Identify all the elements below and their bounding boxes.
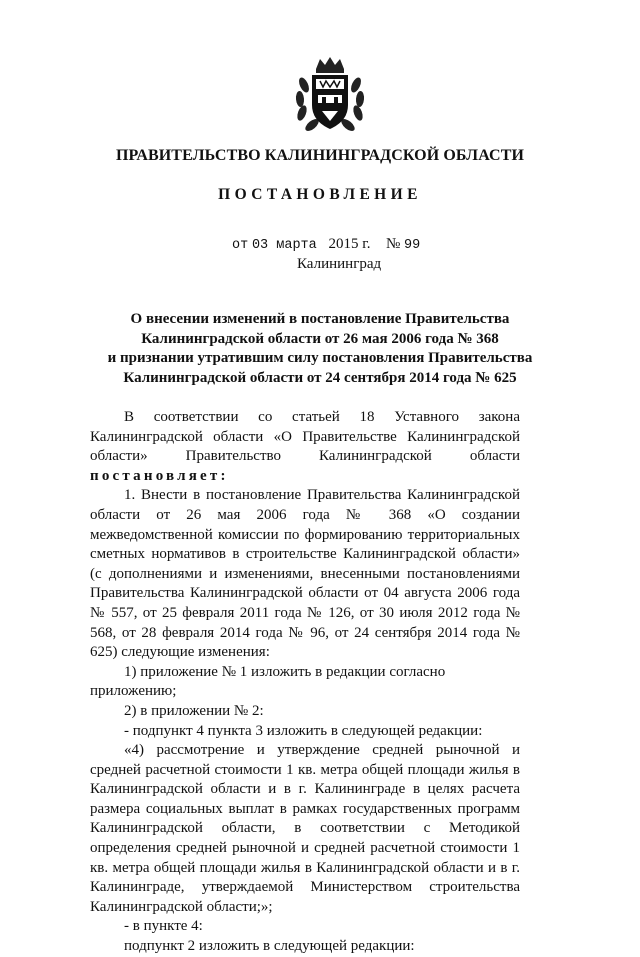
subject-line: О внесении изменений в постановление Правительства — [130, 311, 510, 327]
dash-item-1: - подпункт 4 пункта 3 изложить в следующей редакции: — [124, 722, 483, 739]
document-date-line — [232, 236, 420, 253]
intro-text: В соответствии со статьей 18 Уставного закона Калининградской области «О Правительстве Калининградской области» Правительство Калининградской области — [90, 409, 520, 465]
document-number: 99 — [404, 238, 421, 253]
date-year: 2015 г. — [328, 236, 371, 252]
intro-paragraph — [90, 408, 520, 486]
subject-line: Калининградской области от 26 мая 2006 года № 368 — [141, 330, 499, 347]
item-1-paragraph: 1. Внести в постановление Правительства Калининградской области от 26 мая 2006 года № 368 «О создании межведомственной комиссии по формированию территориальных сметных нормативов в строительстве Калининградской области» (с дополнениями и изменениями, внесенными постановлениями Правительства Калининградской области от 04 августа 2006 года № 557, от 25 февраля 2011 года № 126, от 30 июля 2012 года № 568, от 28 февраля 2014 года № 96, от 24 сентября 2014 года № 625) следующие изменения: — [90, 487, 520, 661]
quoted-paragraph: «4) рассмотрение и утверждение средней рыночной и средней расчетной стоимости 1 кв. метра общей площади жилья в Калининградской области и в г. Калининграде в целях расчета размера социальных выплат в рамках государственных программ Калининградской области, в соответствии с Методикой определения средней рыночной и средней расчетной стоимости 1 кв. метра общей площади жилья в Калининградской области и в г. Калининграде, утверждаемой Министерством строительства Калининградской области;»; — [90, 742, 520, 915]
subitem-1: 1) приложение № 1 изложить в редакции согласно приложению; — [90, 663, 446, 700]
date-prefix: от — [232, 238, 249, 253]
document-subject — [0, 310, 640, 388]
date-value: 03 марта — [251, 238, 317, 253]
subject-line: Калининградской области от 24 сентября 2014 года № 625 — [123, 369, 517, 386]
subject-line: и признании утратившим силу постановления Правительства — [107, 350, 533, 366]
document-type: ПОСТАНОВЛЕНИЕ — [218, 186, 422, 203]
city-name: Калининград — [297, 256, 382, 272]
subitem-2: 2) в приложении № 2: — [124, 702, 264, 719]
document-body — [90, 408, 520, 957]
resolves-word: постановляет: — [90, 467, 229, 484]
coat-of-arms-icon — [292, 55, 368, 135]
subitem-3: подпункт 2 изложить в следующей редакции: — [124, 938, 415, 955]
government-title: ПРАВИТЕЛЬСТВО КАЛИНИНГРАДСКОЙ ОБЛАСТИ — [115, 147, 525, 164]
number-sign: № — [385, 236, 401, 252]
dash-item-2: - в пункте 4: — [124, 918, 203, 935]
